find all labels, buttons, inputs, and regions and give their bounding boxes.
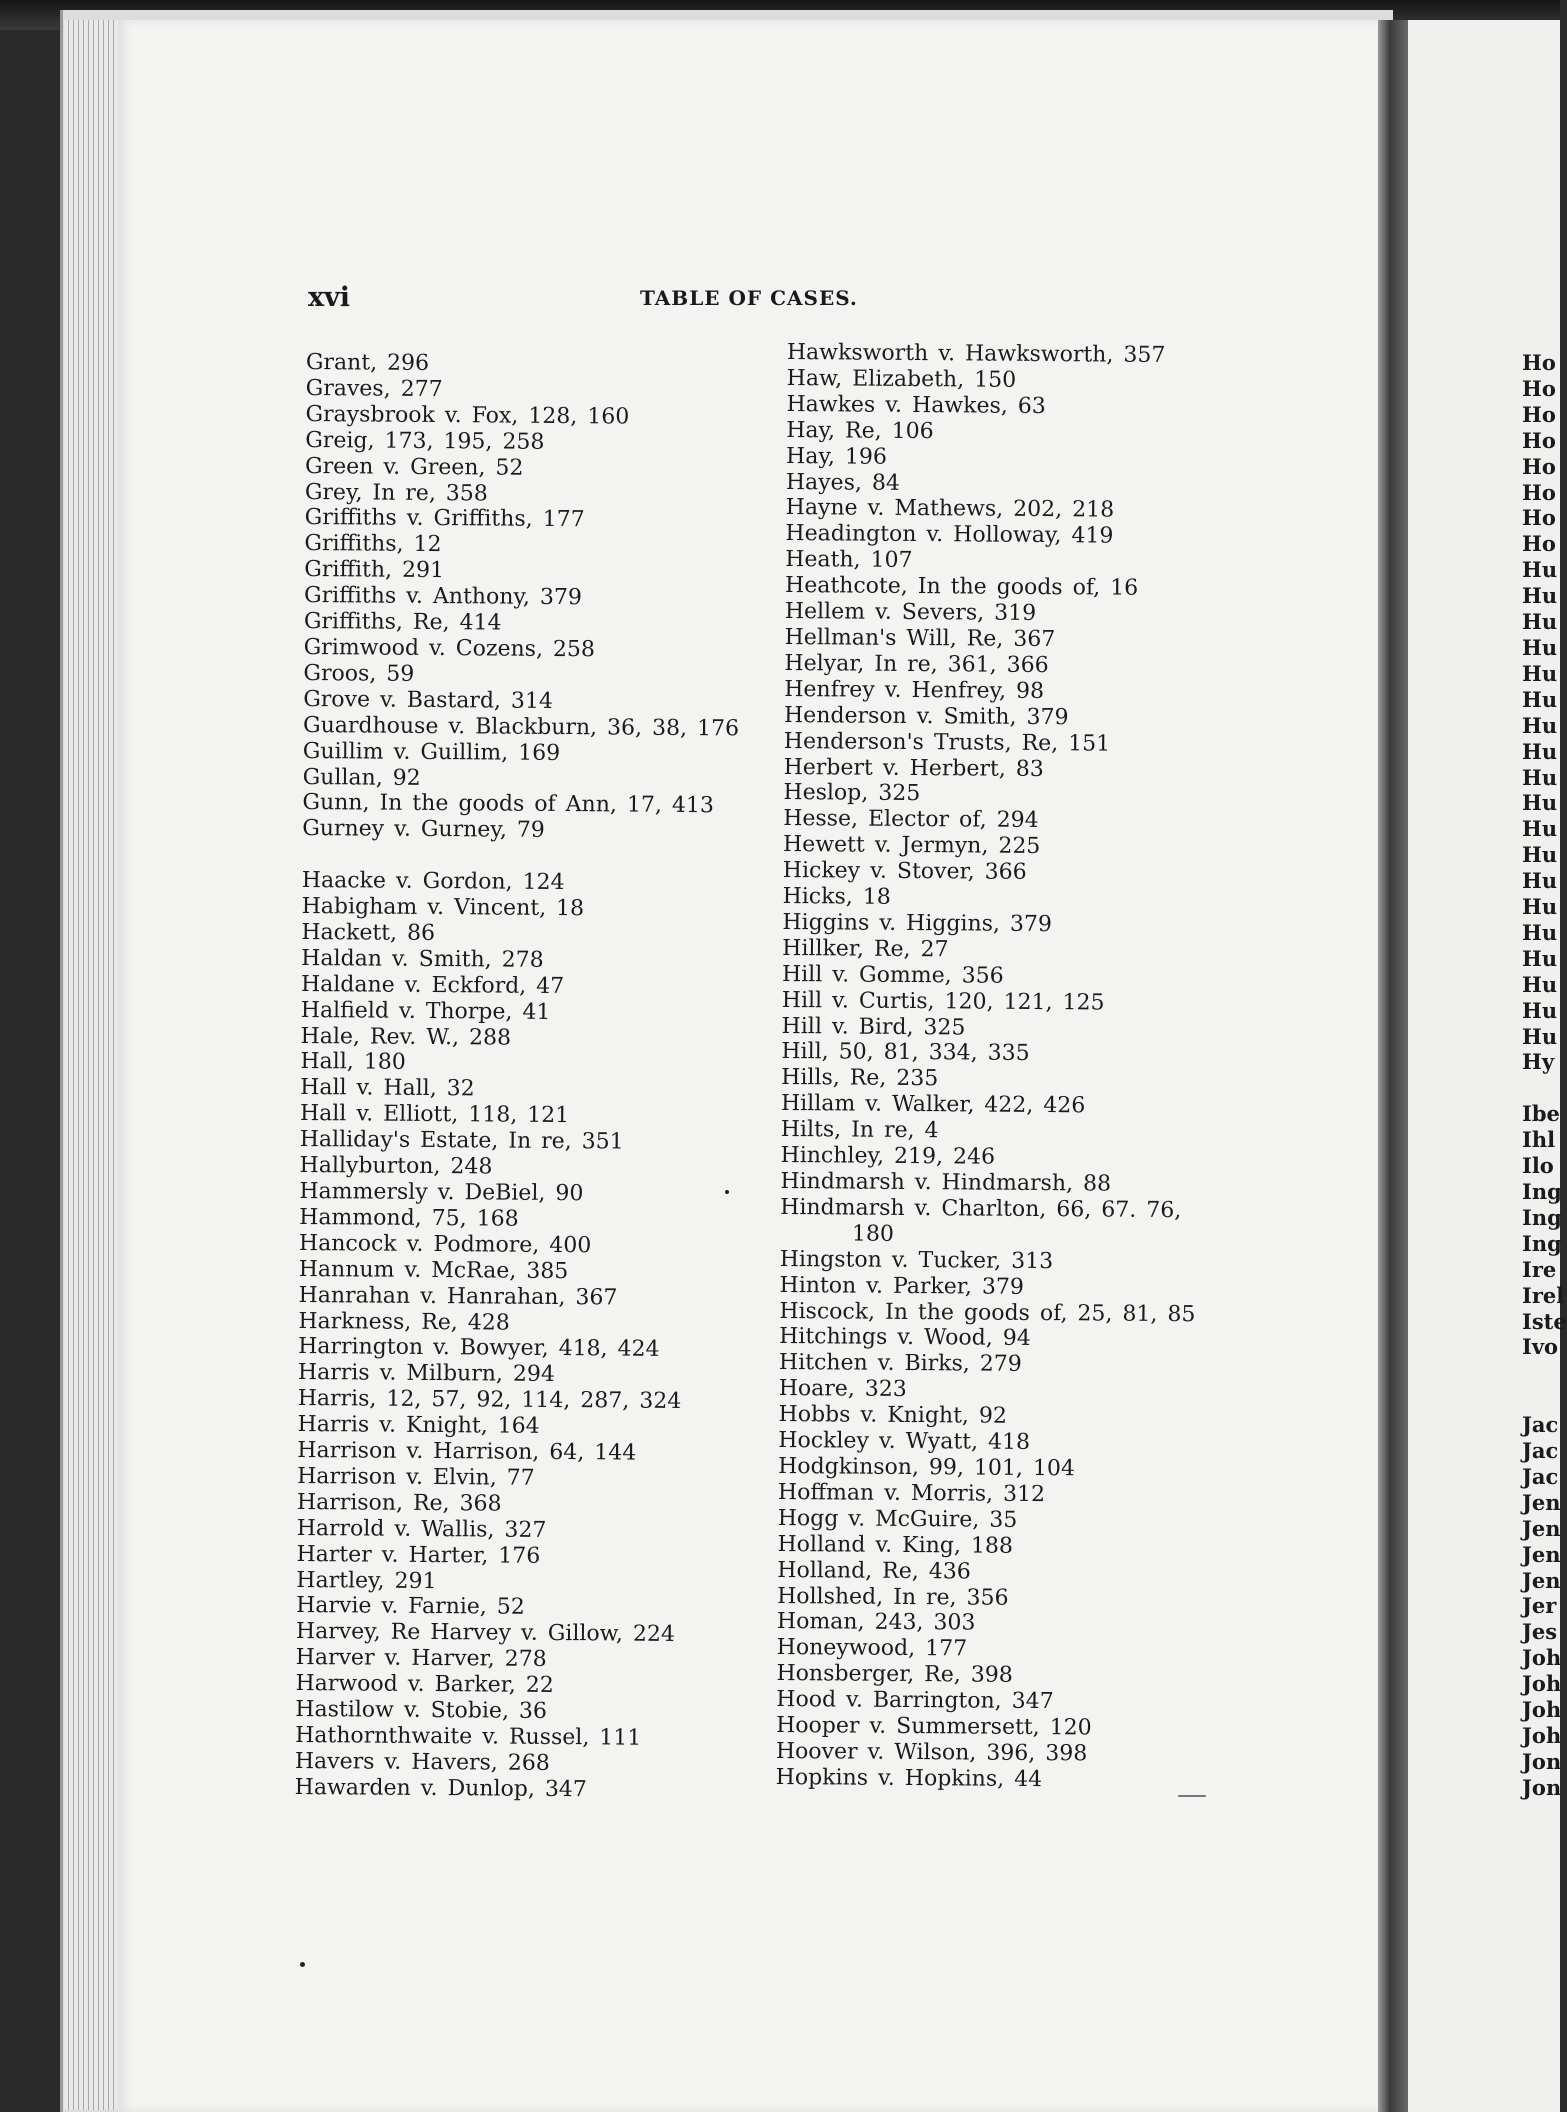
case-entry-fragment: Ihl [1522,1127,1556,1153]
case-entry-fragment: Joh [1522,1722,1562,1748]
case-entry-fragment: Joh [1522,1645,1562,1671]
case-entry-fragment: Jen [1522,1567,1561,1593]
case-entry: Halliday's Estate, In re, 351 [299,1127,624,1155]
case-entry-fragment: Ho [1522,453,1556,479]
case-entry: Harver v. Harver, 278 [295,1645,547,1673]
case-entry: Hackett, 86 [301,919,436,946]
case-entry: Hogg v. McGuire, 35 [777,1505,1018,1533]
case-entry: Hammersly v. DeBiel, 90 [299,1178,584,1207]
case-entry-fragment: Ho [1522,401,1556,427]
case-entry: Hicks, 18 [782,884,891,910]
case-entry-fragment: Jen [1522,1515,1561,1541]
case-entry: Homan, 243, 303 [776,1609,976,1636]
case-entry: Griffiths v. Anthony, 379 [303,583,583,611]
case-entry: Hewett v. Jermyn, 225 [782,832,1041,860]
case-entry-fragment: Hu [1522,764,1558,790]
case-entry: Herbert v. Herbert, 83 [783,754,1044,782]
case-entry: Haacke v. Gordon, 124 [301,868,565,896]
case-entry-fragment: Jes [1522,1619,1558,1645]
case-entry: Headington v. Holloway, 419 [785,521,1114,549]
case-entry: Hinchley, 219, 246 [780,1143,996,1170]
case-entry: Honeywood, 177 [776,1635,968,1662]
case-entry: Graysbrook v. Fox, 128, 160 [305,401,630,430]
case-entry: Hawkes v. Hawkes, 63 [786,391,1046,419]
page-number: xvi [308,282,351,313]
index-column-next-page [1522,350,1567,1801]
case-entry: Habigham v. Vincent, 18 [301,893,585,922]
case-entry-fragment: Ibe [1522,1101,1560,1127]
case-entry: Heathcote, In the goods of, 16 [784,573,1139,601]
case-entry-fragment: Hu [1522,712,1558,738]
case-entry: Hill, 50, 81, 334, 335 [781,1039,1030,1067]
case-entry-fragment: Ivo [1522,1334,1559,1360]
case-entry: Hastilow v. Stobie, 36 [295,1697,548,1725]
case-entry-fragment: Hu [1522,634,1558,660]
case-entry: Harwood v. Barker, 22 [295,1671,554,1699]
case-entry-fragment: Jer [1522,1593,1557,1619]
case-entry: Hellem v. Severs, 319 [784,599,1037,627]
case-entry-fragment: Hu [1522,583,1558,609]
case-entry: Harris, 12, 57, 92, 114, 287, 324 [297,1386,682,1415]
case-entry: Haldan v. Smith, 278 [301,945,544,973]
case-entry: Hellman's Will, Re, 367 [784,624,1056,653]
section-gap [302,842,738,871]
case-entry-fragment: Hu [1522,1023,1558,1049]
case-entry-fragment: Jon [1522,1774,1562,1800]
case-entry: Hale, Rev. W., 288 [300,1023,512,1051]
case-entry: Henfrey v. Henfrey, 98 [784,676,1045,704]
case-entry-fragment: Hu [1522,971,1558,997]
case-entry: Guardhouse v. Blackburn, 36, 38, 176 [302,712,740,742]
case-entry: Helyar, In re, 361, 366 [784,650,1049,678]
section-gap [1522,1386,1567,1412]
case-entry: Hayne v. Mathews, 202, 218 [785,495,1115,524]
case-entry-fragment: Jon [1522,1748,1562,1774]
case-entry-fragment: Hu [1522,790,1558,816]
case-entry-fragment: Ho [1522,375,1556,401]
case-entry: Halfield v. Thorpe, 41 [300,997,551,1025]
case-entry: Hill v. Curtis, 120, 121, 125 [781,987,1105,1016]
case-entry: Harrold v. Wallis, 327 [296,1515,547,1543]
case-entry: Holland, Re, 436 [777,1557,971,1585]
case-entry: Hillam v. Walker, 422, 426 [780,1091,1086,1119]
case-entry: Hay, Re, 106 [786,417,934,444]
case-entry: Hitchen v. Birks, 279 [778,1350,1022,1378]
case-entry: Hartley, 291 [296,1567,437,1594]
case-entry: Gunn, In the goods of Ann, 17, 413 [302,790,714,819]
case-entry: Harrison v. Elvin, 77 [297,1463,535,1491]
case-entry: Groos, 59 [303,660,415,687]
case-entry: Hoare, 323 [778,1376,907,1403]
case-entry: Hoffman v. Morris, 312 [777,1479,1046,1507]
case-entry-fragment: Hu [1522,997,1558,1023]
case-entry: Hilts, In re, 4 [780,1117,939,1144]
case-entry-fragment: Ilo [1522,1153,1554,1179]
case-entry-fragment: Ho [1522,427,1556,453]
case-entry: Hathornthwaite v. Russel, 111 [295,1722,642,1751]
page-edges [64,20,124,2110]
case-entry: Hawarden v. Dunlop, 347 [294,1774,587,1803]
case-entry-fragment: Ing [1522,1204,1562,1230]
ink-speck [1178,1795,1206,1797]
case-entry: Harvie v. Farnie, 52 [296,1593,525,1621]
case-entry: Heslop, 325 [783,780,921,807]
case-entry-fragment: Irel [1522,1282,1565,1308]
case-entry: Grimwood v. Cozens, 258 [303,634,596,663]
case-entry: Hollshed, In re, 356 [777,1583,1009,1611]
case-entry: Harrington v. Bowyer, 418, 424 [298,1334,660,1363]
case-entry: Hammond, 75, 168 [299,1204,519,1232]
case-entry: Hodgkinson, 99, 101, 104 [778,1453,1076,1482]
case-entry-fragment: Ho [1522,531,1556,557]
case-entry: Hindmarsh v. Hindmarsh, 88 [780,1168,1112,1197]
case-entry: Griffiths v. Griffiths, 177 [304,505,585,533]
case-entry-fragment: Jac [1522,1438,1559,1464]
case-entry: Hopkins v. Hopkins, 44 [775,1764,1043,1792]
case-entry: Hall, 180 [300,1049,406,1076]
case-entry: Grant, 296 [305,350,430,376]
case-entry-fragment: Hy [1522,1049,1555,1075]
case-entry-fragment: Ho [1522,350,1556,375]
case-entry: Gurney v. Gurney, 79 [302,816,545,844]
case-entry: Harrison v. Harrison, 64, 144 [297,1438,637,1466]
case-entry: Higgins v. Higgins, 379 [782,909,1053,938]
case-entry: Harter v. Harter, 176 [296,1541,541,1569]
case-entry-fragment: Jac [1522,1412,1559,1438]
case-entry-fragment: Hu [1522,816,1558,842]
case-entry: Hood v. Barrington, 347 [776,1687,1054,1715]
case-entry: Hitchings v. Wood, 94 [779,1324,1031,1352]
case-entry-fragment: Joh [1522,1671,1562,1697]
case-entry-fragment: Jac [1522,1463,1559,1489]
case-entry: Harris v. Milburn, 294 [297,1360,556,1388]
case-entry: Hill v. Gomme, 356 [781,961,1004,989]
case-entry: Hallyburton, 248 [299,1153,493,1180]
case-entry-fragment: Joh [1522,1697,1562,1723]
case-entry: Hillker, Re, 27 [782,935,949,963]
section-gap [1522,1360,1567,1386]
case-entry: Hannum v. McRae, 385 [298,1256,569,1284]
case-entry: Haldane v. Eckford, 47 [300,971,565,999]
case-entry-fragment: Ing [1522,1230,1562,1256]
case-entry-fragment: Jen [1522,1489,1561,1515]
case-entry: Gullan, 92 [302,764,421,791]
case-entry: Hall v. Elliott, 118, 121 [299,1101,570,1129]
case-entry: Hills, Re, 235 [781,1065,939,1092]
case-entry-fragment: Ing [1522,1178,1562,1204]
case-entry-fragment: Ire [1522,1256,1557,1282]
case-entry: Griffith, 291 [304,557,445,584]
case-entry: Hiscock, In the goods of, 25, 81, 85 [779,1298,1196,1327]
case-entry: Harkness, Re, 428 [298,1308,510,1336]
case-entry-fragment: Ho [1522,505,1556,531]
case-entry-fragment: Hu [1522,894,1558,920]
case-entry: Hanrahan v. Hanrahan, 367 [298,1282,618,1311]
book-gutter [1378,20,1408,2112]
case-entry: Hancock v. Podmore, 400 [298,1230,592,1259]
case-entry: Grove v. Bastard, 314 [303,686,554,714]
case-entry-fragment: Ho [1522,479,1556,505]
case-entry: Hay, 196 [785,443,887,470]
ink-speck [300,1962,305,1967]
ink-speck [725,1190,729,1194]
case-entry-fragment: Iste [1522,1308,1567,1334]
case-entry: Hickey v. Stover, 366 [782,858,1027,886]
case-entry: Hockley v. Wyatt, 418 [778,1428,1031,1456]
case-entry: Henderson v. Smith, 379 [783,702,1069,730]
case-entry: Graves, 277 [305,375,443,402]
case-entry-fragment: Hu [1522,660,1558,686]
case-entry: Hesse, Elector of, 294 [783,806,1039,834]
case-entry-fragment: Hu [1522,868,1558,894]
case-entry-fragment: Hu [1522,842,1558,868]
case-entry-fragment: Hu [1522,686,1558,712]
case-entry: Greig, 173, 195, 258 [305,427,545,455]
case-entry-fragment: Hu [1522,945,1558,971]
case-entry: Green v. Green, 52 [304,453,524,481]
case-entry: Heath, 107 [785,547,913,574]
case-entry: Hayes, 84 [785,469,901,496]
case-entry-fragment: Hu [1522,738,1558,764]
case-entry: Hill v. Bird, 325 [781,1013,966,1040]
case-entry: Havers v. Havers, 268 [294,1748,550,1776]
index-column-right [776,340,1203,1794]
case-entry: Hindmarsh v. Charlton, 66, 67. 76, [780,1194,1182,1224]
case-entry: Hall v. Hall, 32 [300,1075,475,1102]
case-entry: Griffiths, Re, 414 [303,609,502,636]
index-column-left [295,350,742,1804]
case-entry: Hingston v. Tucker, 313 [779,1246,1054,1274]
case-entry: Honsberger, Re, 398 [776,1661,1013,1689]
case-entry: Grey, In re, 358 [304,479,488,506]
case-entry-fragment: Hu [1522,919,1558,945]
case-entry: 180 [851,1221,895,1247]
case-entry: Harris v. Knight, 164 [297,1412,540,1440]
section-gap [1522,1075,1567,1101]
case-entry: Harrison, Re, 368 [296,1489,502,1517]
case-entry: Griffiths, 12 [304,531,442,558]
case-entry: Hobbs v. Knight, 92 [778,1402,1008,1429]
case-entry: Holland v. King, 188 [777,1531,1014,1559]
page-title: TABLE OF CASES. [640,286,858,310]
case-entry-fragment: Jen [1522,1541,1561,1567]
case-entry: Hoover v. Wilson, 396, 398 [775,1738,1088,1767]
case-entry: Hawksworth v. Hawksworth, 357 [786,340,1166,368]
case-entry: Hooper v. Summersett, 120 [776,1712,1092,1741]
case-entry: Hinton v. Parker, 379 [779,1272,1024,1300]
case-entry: Henderson's Trusts, Re, 151 [783,728,1111,757]
case-entry: Guillim v. Guillim, 169 [302,738,561,766]
case-entry-fragment: Hu [1522,557,1558,583]
case-entry: Haw, Elizabeth, 150 [786,365,1017,393]
case-entry: Harvey, Re Harvey v. Gillow, 224 [295,1619,675,1648]
case-entry-fragment: Hu [1522,609,1558,635]
